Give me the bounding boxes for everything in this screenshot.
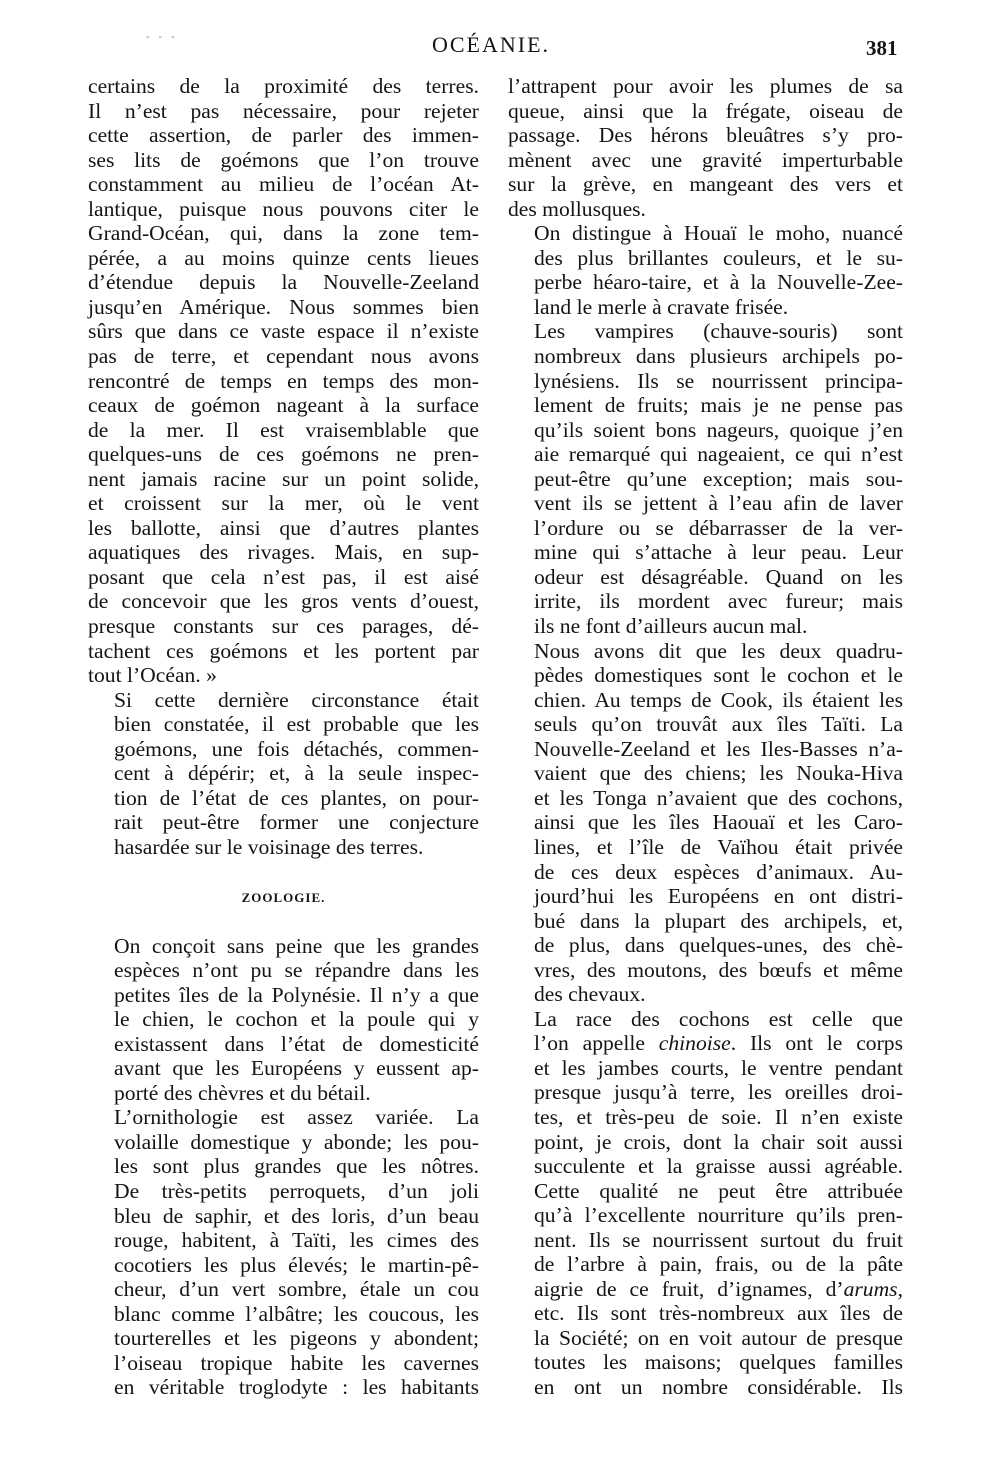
text-line: existassent dans l’état de domesticité [114, 1031, 479, 1056]
text-line: et les Tonga n’avaient que des cochons, [534, 785, 903, 810]
running-title: OCÉANIE. [432, 32, 551, 57]
text-line: et croissent sur la mer, où le vent [88, 491, 479, 516]
text-line: odeur est désagréable. Quand on les [534, 564, 903, 589]
text-line: presque constants sur ces parages, dé- [88, 614, 479, 639]
left-column [88, 74, 479, 1400]
text-line: succulente et la graisse aussi agréable. [534, 1154, 903, 1179]
text-line: quelques-uns de ces goémons ne pren- [88, 442, 479, 467]
text-line: l’attrapent pour avoir les plumes de sa [508, 74, 903, 98]
text-line: des chevaux. [534, 982, 646, 1007]
right-column-paragraphs [508, 74, 903, 1400]
text-line: Cette qualité ne peut être attribuée [534, 1178, 903, 1203]
text-line: presque jusqu’à terre, les oreilles droi- [534, 1080, 903, 1105]
text-line: Grand-Océan, qui, dans la zone tem- [88, 221, 479, 246]
text-line: l’oiseau tropique habite les cavernes [114, 1350, 479, 1375]
text-line: nent. Ils se nourrissent surtout du fruit [534, 1227, 903, 1252]
text-line: les ballotte, ainsi que d’autres plantes [88, 515, 479, 540]
text-line: On distingue à Houaï le moho, nuancé [534, 221, 903, 246]
text-line: hasardée sur le voisinage des terres. [114, 834, 424, 859]
text-line: On conçoit sans peine que les grandes [114, 933, 479, 958]
text-line: de l’arbre à pain, frais, ou de la pâte [534, 1252, 903, 1277]
text-line: certains de la proximité des terres. [88, 74, 479, 98]
text-line: rait peut-être former une conjecture [114, 810, 479, 835]
text-line: lynésiens. Ils se nourrissent principa- [534, 368, 903, 393]
text-line: L’ornithologie est assez variée. La [114, 1105, 479, 1130]
text-line: pas de terre, et cependant nous avons [88, 344, 479, 369]
text-line: bué dans la plupart des archipels, et, [534, 908, 903, 933]
text-line: Il n’est pas nécessaire, pour rejeter [88, 98, 479, 123]
text-line: nent jamais racine sur un point solide, [88, 466, 479, 491]
text-line: le chien, le cochon et la poule qui y [114, 1007, 479, 1032]
text-line: vent ils se jettent à l’eau afin de laver [534, 491, 903, 516]
text-line: tout l’Océan. » [88, 663, 217, 688]
italic-term: arums [843, 1276, 898, 1301]
text-line: goémons, une fois détachés, commen- [114, 736, 479, 761]
text-line: toutes les maisons; quelques familles [534, 1350, 903, 1375]
text-line: pèdes domestiques sont le cochon et le [534, 663, 903, 688]
text-line: et les jambes courts, le ventre pendant [534, 1055, 903, 1080]
print-marks: ‐ ‐ ‐ [146, 32, 178, 43]
text-line: ainsi que les îles Haouaï et les Caro- [534, 810, 903, 835]
text-line: vres, des moutons, des bœufs et même [534, 957, 903, 982]
paragraph [88, 934, 479, 1106]
text-line: petites îles de la Polynésie. Il n’y a que [114, 982, 479, 1007]
text-line: pérée, a au moins quinze cents lieues [88, 245, 479, 270]
text-line: constamment au milieu de l’océan At- [88, 172, 479, 197]
text-line: l’on appelle chinoise. Ils ont le corps [534, 1031, 903, 1056]
text-line: peut-être qu’une exception; mais sou- [534, 466, 903, 491]
text-line: qu’ils soient bons nageurs, quoique j’en [534, 417, 903, 442]
text-line: etc. Ils sont très-nombreux aux îles de [534, 1301, 903, 1326]
text-line: avant que les Européens y eussent ap- [114, 1056, 479, 1081]
text-line: seuls qu’on trouvât aux îles Taïti. La [534, 712, 903, 737]
text-line: espèces n’ont pu se répandre dans les [114, 958, 479, 983]
text-line: aquatiques des rivages. Mais, en sup- [88, 540, 479, 565]
left-column-zoology-paragraphs [88, 934, 479, 1400]
text-line: bien constatée, il est probable que les [114, 712, 479, 737]
text-line: des mollusques. [508, 196, 646, 221]
text-line: cette assertion, de parler des immen- [88, 123, 479, 148]
text-line: perbe héaro-taire, et à la Nouvelle-Zee- [534, 270, 903, 295]
text-line: ils ne font d’ailleurs aucun mal. [534, 614, 808, 639]
text-line: qu’à l’excellente nourriture qu’ils pren- [534, 1203, 903, 1228]
text-line: point, je crois, dont la chair soit aussi [534, 1129, 903, 1154]
text-line: lines, et l’île de Vaïhou était privée [534, 834, 903, 859]
text-line: lement de fruits; mais je ne pense pas [534, 393, 903, 418]
text-line: queue, ainsi que la frégate, oiseau de [508, 98, 903, 123]
text-line: passage. Des hérons bleuâtres s’y pro- [508, 123, 903, 148]
paragraph [508, 221, 903, 319]
text-line: mènent avec une gravité imperturbable [508, 147, 903, 172]
paragraph [88, 74, 479, 688]
paragraph [88, 1105, 479, 1400]
text-line: de concevoir que les gros vents d’ouest, [88, 589, 479, 614]
text-line: sur la grève, en mangeant des vers et [508, 172, 903, 197]
text-line: cocotiers les plus élevés; le martin-pê- [114, 1252, 479, 1277]
text-line: la Société; on en voit autour de presque [534, 1325, 903, 1350]
text-line: chien. Au temps de Cook, ils étaient les [534, 687, 903, 712]
text-line: Si cette dernière circonstance était [114, 687, 479, 712]
text-line: porté des chèvres et du bétail. [114, 1080, 371, 1105]
paragraph [508, 74, 903, 221]
text-line: cent à dépérir; et, à la seule inspec- [114, 761, 479, 786]
text-line: Nouvelle-Zeeland et les Iles-Basses n’a- [534, 736, 903, 761]
text-line: Nous avons dit que les deux quadru- [534, 638, 903, 663]
text-line: aigrie de ce fruit, d’ignames, d’arums, [534, 1276, 903, 1301]
text-line: Les vampires (chauve-souris) sont [534, 319, 903, 344]
text-line: les sont plus grandes que les nôtres. [114, 1154, 479, 1179]
text-line: posant que cela n’est pas, il est aisé [88, 564, 479, 589]
text-line: mine qui s’attache à leur peau. Leur [534, 540, 903, 565]
paragraph [508, 1007, 903, 1400]
text-line: vaient que des chiens; les Nouka-Hiva [534, 761, 903, 786]
paragraph [508, 319, 903, 638]
text-line: aie remarqué qui nageaient, ce qui n’est [534, 442, 903, 467]
text-line: lantique, puisque nous pouvons citer le [88, 196, 479, 221]
text-line: De très-petits perroquets, d’un joli [114, 1178, 479, 1203]
italic-term: chinoise [658, 1031, 731, 1056]
text-line: ceaux de goémon nageant à la surface [88, 393, 479, 418]
text-line: volaille domestique y abonde; les pou- [114, 1129, 479, 1154]
left-column-paragraphs [88, 74, 479, 860]
text-line: tes, et très-peu de soie. Il n’en existe [534, 1104, 903, 1129]
text-line: sûrs que dans ce vaste espace il n’existe [88, 319, 479, 344]
section-heading-zoologie: ZOOLOGIE. [241, 889, 326, 905]
text-line: ses lits de goémons que l’on trouve [88, 147, 479, 172]
text-line: land le merle à cravate frisée. [534, 294, 789, 319]
text-line: rouge, habitent, à Taïti, les cimes des [114, 1228, 479, 1253]
text-line: l’ordure ou se débarrasser de la ver- [534, 515, 903, 540]
text-line: tachent ces goémons et les portent par [88, 638, 479, 663]
text-line: tion de l’état de ces plantes, on pour- [114, 785, 479, 810]
text-line: tourterelles et les pigeons y abondent; [114, 1326, 479, 1351]
text-line: en véritable troglodyte : les habitants [114, 1375, 479, 1400]
text-line: en ont un nombre considérable. Ils [534, 1374, 903, 1399]
text-line: jusqu’en Amérique. Nous sommes bien [88, 294, 479, 319]
running-header [0, 28, 1000, 62]
right-column [508, 74, 903, 1400]
paragraph [508, 639, 903, 1007]
text-line: jourd’hui les Européens en ont distri- [534, 884, 903, 909]
text-line: de la mer. Il est vraisemblable que [88, 417, 479, 442]
text-line: rencontré de temps en temps des mon- [88, 368, 479, 393]
text-line: de ces deux espèces d’animaux. Au- [534, 859, 903, 884]
text-line: de plus, dans quelques-unes, des chè- [534, 933, 903, 958]
text-line: des plus brillantes couleurs, et le su- [534, 245, 903, 270]
text-line: d’étendue depuis la Nouvelle-Zeeland [88, 270, 479, 295]
text-line: irrite, ils mordent avec fureur; mais [534, 589, 903, 614]
page-number: 381 [866, 36, 898, 60]
text-line: nombreux dans plusieurs archipels po- [534, 344, 903, 369]
paragraph [88, 688, 479, 860]
text-line: La race des cochons est celle que [534, 1006, 903, 1031]
text-line: cheur, d’un vert sombre, étale un cou [114, 1277, 479, 1302]
text-line: bleu de saphir, et des loris, d’un beau [114, 1203, 479, 1228]
text-line: blanc comme l’albâtre; les coucous, les [114, 1301, 479, 1326]
